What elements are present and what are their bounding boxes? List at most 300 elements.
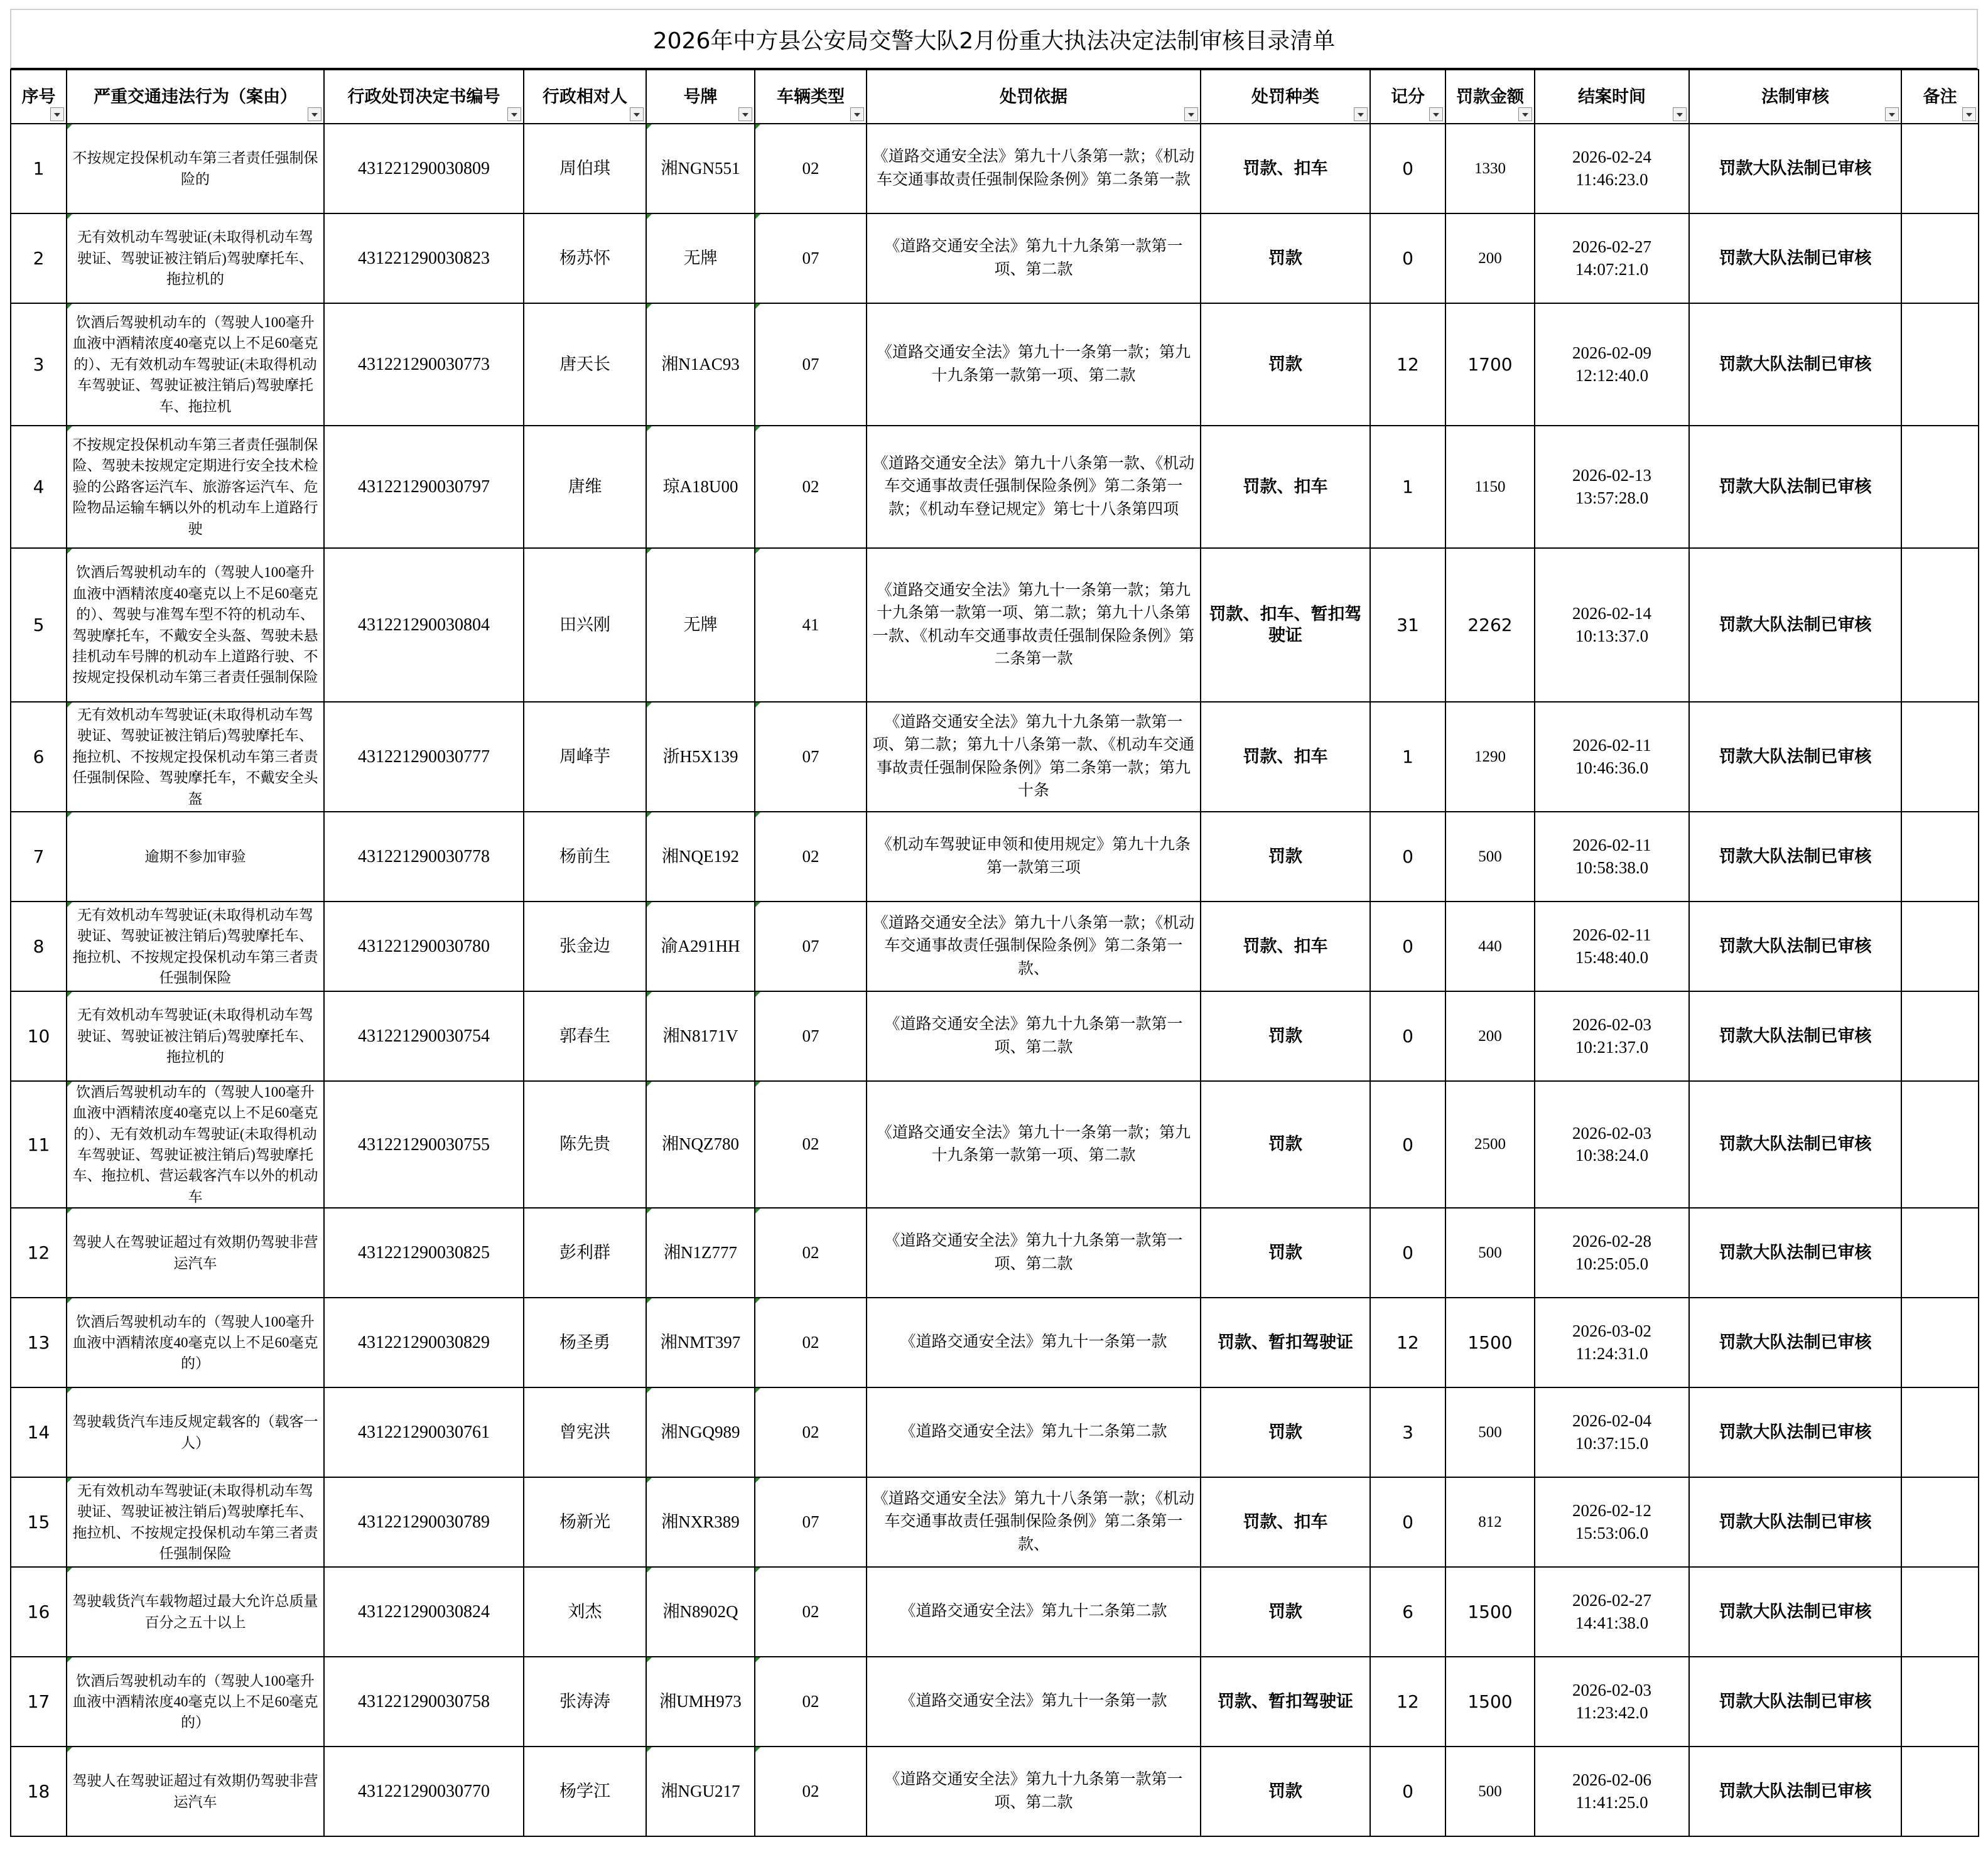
sheet-title: 2026年中方县公安局交警大队2月份重大执法决定法制审核目录清单 xyxy=(10,9,1978,69)
cell-fine[interactable]: 1500 xyxy=(1445,1298,1535,1387)
col-header-plate: 号牌 xyxy=(646,70,755,124)
cell-vtype[interactable]: 02 xyxy=(755,812,867,902)
cell-case[interactable]: 不按规定投保机动车第三者责任强制保险、驾驶未按规定定期进行安全技术检验的公路客运汽车、旅游客运汽车、危险物品运输车辆以外的机动车上道路行驶 xyxy=(67,426,324,548)
cell-review[interactable]: 罚款大队法制已审核 xyxy=(1689,124,1901,213)
cell-vtype[interactable]: 07 xyxy=(755,303,867,426)
cell-case[interactable]: 驾驶载货汽车违反规定载客的（载客一人） xyxy=(67,1387,324,1477)
cell-seq[interactable]: 7 xyxy=(11,812,67,902)
cell-party[interactable]: 杨圣勇 xyxy=(524,1298,646,1387)
close-clock: 13:57:28.0 xyxy=(1575,488,1649,507)
cell-case[interactable]: 无有效机动车驾驶证(未取得机动车驾驶证、驾驶证被注销后)驾驶摩托车、拖拉机、不按规定投保机动车第三者责任强制保险 xyxy=(67,902,324,991)
cell-seq[interactable]: 13 xyxy=(11,1298,67,1387)
cell-basis[interactable]: 《道路交通安全法》第九十一条第一款 xyxy=(867,1298,1201,1387)
cell-note[interactable] xyxy=(1901,1081,1979,1208)
cell-time[interactable] xyxy=(1535,812,1689,902)
cell-note[interactable] xyxy=(1901,812,1979,902)
cell-fine[interactable]: 200 xyxy=(1445,991,1535,1081)
cell-seq[interactable]: 12 xyxy=(11,1208,67,1298)
cell-kind[interactable]: 罚款 xyxy=(1201,303,1370,426)
close-clock: 10:58:38.0 xyxy=(1575,858,1649,877)
cell-time[interactable] xyxy=(1535,1477,1689,1567)
table-row xyxy=(11,548,1979,702)
cell-review[interactable]: 罚款大队法制已审核 xyxy=(1689,426,1901,548)
cell-review[interactable]: 罚款大队法制已审核 xyxy=(1689,1387,1901,1477)
cell-fine[interactable]: 2500 xyxy=(1445,1081,1535,1208)
close-clock: 12:12:40.0 xyxy=(1575,365,1649,385)
cell-party[interactable]: 陈先贵 xyxy=(524,1081,646,1208)
cell-kind[interactable]: 罚款 xyxy=(1201,812,1370,902)
filter-dropdown-icon[interactable] xyxy=(1429,107,1443,121)
cell-review[interactable]: 罚款大队法制已审核 xyxy=(1689,902,1901,991)
table-row xyxy=(11,1208,1979,1298)
cell-kind[interactable]: 罚款 xyxy=(1201,991,1370,1081)
cell-fine[interactable]: 1500 xyxy=(1445,1657,1535,1747)
close-clock: 14:07:21.0 xyxy=(1575,259,1649,279)
cell-fine[interactable]: 1700 xyxy=(1445,303,1535,426)
cell-review[interactable]: 罚款大队法制已审核 xyxy=(1689,303,1901,426)
col-header-basis: 处罚依据 xyxy=(867,70,1201,124)
cell-party[interactable]: 周峰芋 xyxy=(524,702,646,812)
cell-plate[interactable]: 渝A291HH xyxy=(646,902,755,991)
filter-dropdown-icon[interactable] xyxy=(850,107,864,121)
cell-vtype[interactable]: 02 xyxy=(755,1208,867,1298)
cell-plate[interactable]: 湘N8902Q xyxy=(646,1567,755,1657)
cell-time[interactable] xyxy=(1535,991,1689,1081)
cell-fine[interactable]: 812 xyxy=(1445,1477,1535,1567)
close-date: 2026-02-12 xyxy=(1572,1501,1651,1521)
cell-case[interactable]: 不按规定投保机动车第三者责任强制保险的 xyxy=(67,124,324,213)
cell-note[interactable] xyxy=(1901,124,1979,213)
cell-review[interactable]: 罚款大队法制已审核 xyxy=(1689,1208,1901,1298)
cell-kind[interactable]: 罚款、扣车 xyxy=(1201,1477,1370,1567)
cell-score[interactable]: 0 xyxy=(1370,902,1445,991)
cell-fine[interactable]: 500 xyxy=(1445,1747,1535,1836)
cell-score[interactable]: 31 xyxy=(1370,548,1445,702)
table-row xyxy=(11,303,1979,426)
cell-plate[interactable]: 湘N1AC93 xyxy=(646,303,755,426)
cell-kind[interactable]: 罚款、扣车 xyxy=(1201,426,1370,548)
cell-case[interactable]: 无有效机动车驾驶证(未取得机动车驾驶证、驾驶证被注销后)驾驶摩托车、拖拉机的 xyxy=(67,991,324,1081)
cell-doc-no[interactable]: 431221290030809 xyxy=(324,124,524,213)
cell-score[interactable]: 0 xyxy=(1370,812,1445,902)
cell-review[interactable]: 罚款大队法制已审核 xyxy=(1689,1477,1901,1567)
cell-basis[interactable]: 《道路交通安全法》第九十一条第一款；第九十九条第一款第一项、第二款；第九十八条第一款、《机动车交通事故责任强制保险条例》第二条第一款 xyxy=(867,548,1201,702)
cell-basis[interactable]: 《道路交通安全法》第九十九条第一款第一项、第二款；第九十八条第一款、《机动车交通事故责任强制保险条例》第二条第一款；第九十条 xyxy=(867,702,1201,812)
table-row xyxy=(11,1657,1979,1747)
review-table xyxy=(10,69,1979,1837)
table-row xyxy=(11,991,1979,1081)
table-row xyxy=(11,1567,1979,1657)
cell-score[interactable]: 1 xyxy=(1370,426,1445,548)
cell-review[interactable]: 罚款大队法制已审核 xyxy=(1689,702,1901,812)
cell-review[interactable]: 罚款大队法制已审核 xyxy=(1689,1298,1901,1387)
cell-plate[interactable]: 湘N8171V xyxy=(646,991,755,1081)
cell-note[interactable] xyxy=(1901,1477,1979,1567)
cell-time[interactable] xyxy=(1535,702,1689,812)
cell-vtype[interactable]: 02 xyxy=(755,124,867,213)
table-row xyxy=(11,812,1979,902)
cell-kind[interactable]: 罚款 xyxy=(1201,1567,1370,1657)
cell-vtype[interactable]: 02 xyxy=(755,1081,867,1208)
col-header-party: 行政相对人 xyxy=(524,70,646,124)
cell-case[interactable]: 饮酒后驾驶机动车的（驾驶人100毫升血液中酒精浓度40毫克以上不足60毫克的） xyxy=(67,1298,324,1387)
cell-kind[interactable]: 罚款 xyxy=(1201,1208,1370,1298)
close-date: 2026-03-02 xyxy=(1572,1322,1651,1341)
cell-time[interactable] xyxy=(1535,902,1689,991)
cell-seq[interactable]: 17 xyxy=(11,1657,67,1747)
cell-party[interactable]: 张金边 xyxy=(524,902,646,991)
col-header-note: 备注 xyxy=(1901,70,1979,124)
col-header-time: 结案时间 xyxy=(1535,70,1689,124)
cell-party[interactable]: 杨前生 xyxy=(524,812,646,902)
close-date: 2026-02-24 xyxy=(1572,148,1651,167)
cell-review[interactable]: 罚款大队法制已审核 xyxy=(1689,213,1901,303)
cell-party[interactable]: 田兴刚 xyxy=(524,548,646,702)
cell-review[interactable]: 罚款大队法制已审核 xyxy=(1689,991,1901,1081)
cell-note[interactable] xyxy=(1901,213,1979,303)
cell-fine[interactable]: 500 xyxy=(1445,1208,1535,1298)
cell-kind[interactable]: 罚款、暂扣驾驶证 xyxy=(1201,1298,1370,1387)
cell-note[interactable] xyxy=(1901,426,1979,548)
cell-kind[interactable]: 罚款、暂扣驾驶证 xyxy=(1201,1657,1370,1747)
cell-doc-no[interactable]: 431221290030754 xyxy=(324,991,524,1081)
cell-basis[interactable]: 《道路交通安全法》第九十九条第一款第一项、第二款 xyxy=(867,991,1201,1081)
cell-basis[interactable]: 《道路交通安全法》第九十八条第一款；《机动车交通事故责任强制保险条例》第二条第一款、 xyxy=(867,1477,1201,1567)
close-date: 2026-02-11 xyxy=(1572,925,1651,945)
filter-dropdown-icon[interactable] xyxy=(1354,107,1368,121)
cell-vtype[interactable]: 02 xyxy=(755,1657,867,1747)
close-date: 2026-02-11 xyxy=(1572,836,1651,855)
close-date: 2026-02-03 xyxy=(1572,1123,1651,1143)
cell-seq[interactable]: 8 xyxy=(11,902,67,991)
cell-kind[interactable]: 罚款 xyxy=(1201,213,1370,303)
cell-note[interactable] xyxy=(1901,1298,1979,1387)
cell-plate[interactable]: 湘NQE192 xyxy=(646,812,755,902)
filter-dropdown-icon[interactable] xyxy=(630,107,644,121)
cell-note[interactable] xyxy=(1901,1567,1979,1657)
cell-case[interactable]: 无有效机动车驾驶证(未取得机动车驾驶证、驾驶证被注销后)驾驶摩托车、拖拉机、不按规定投保机动车第三者责任强制保险、驾驶摩托车，不戴安全头盔 xyxy=(67,702,324,812)
cell-score[interactable]: 12 xyxy=(1370,303,1445,426)
cell-vtype[interactable]: 07 xyxy=(755,702,867,812)
cell-vtype[interactable]: 02 xyxy=(755,1747,867,1836)
cell-time[interactable] xyxy=(1535,124,1689,213)
close-clock: 14:41:38.0 xyxy=(1575,1613,1649,1632)
cell-plate[interactable]: 湘NMT397 xyxy=(646,1298,755,1387)
cell-basis[interactable]: 《道路交通安全法》第九十一条第一款 xyxy=(867,1657,1201,1747)
cell-fine[interactable]: 500 xyxy=(1445,812,1535,902)
cell-plate[interactable]: 浙H5X139 xyxy=(646,702,755,812)
cell-plate[interactable]: 湘N1Z777 xyxy=(646,1208,755,1298)
cell-review[interactable]: 罚款大队法制已审核 xyxy=(1689,1657,1901,1747)
cell-time[interactable] xyxy=(1535,1081,1689,1208)
cell-time[interactable] xyxy=(1535,303,1689,426)
cell-plate[interactable]: 湘NGU217 xyxy=(646,1747,755,1836)
cell-doc-no[interactable]: 431221290030758 xyxy=(324,1657,524,1747)
cell-doc-no[interactable]: 431221290030825 xyxy=(324,1208,524,1298)
cell-party[interactable]: 杨学江 xyxy=(524,1747,646,1836)
cell-note[interactable] xyxy=(1901,1208,1979,1298)
cell-doc-no[interactable]: 431221290030829 xyxy=(324,1298,524,1387)
cell-basis[interactable]: 《道路交通安全法》第九十八条第一款；《机动车交通事故责任强制保险条例》第二条第一款 xyxy=(867,124,1201,213)
cell-kind[interactable]: 罚款、扣车 xyxy=(1201,702,1370,812)
cell-vtype[interactable]: 07 xyxy=(755,213,867,303)
close-date: 2026-02-06 xyxy=(1572,1770,1651,1790)
cell-kind[interactable]: 罚款、扣车 xyxy=(1201,902,1370,991)
cell-case[interactable]: 无有效机动车驾驶证(未取得机动车驾驶证、驾驶证被注销后)驾驶摩托车、拖拉机的 xyxy=(67,213,324,303)
table-row xyxy=(11,1081,1979,1208)
cell-case[interactable]: 饮酒后驾驶机动车的（驾驶人100毫升血液中酒精浓度40毫克以上不足60毫克的）、无有效机动车驾驶证(未取得机动车驾驶证、驾驶证被注销后)驾驶摩托车、拖拉机 xyxy=(67,303,324,426)
cell-kind[interactable]: 罚款 xyxy=(1201,1387,1370,1477)
cell-vtype[interactable]: 07 xyxy=(755,902,867,991)
cell-doc-no[interactable]: 431221290030823 xyxy=(324,213,524,303)
cell-seq[interactable]: 18 xyxy=(11,1747,67,1836)
cell-basis[interactable]: 《机动车驾驶证申领和使用规定》第九十九条第一款第三项 xyxy=(867,812,1201,902)
cell-kind[interactable]: 罚款、扣车、暂扣驾驶证 xyxy=(1201,548,1370,702)
filter-dropdown-icon[interactable] xyxy=(1885,107,1899,121)
filter-dropdown-icon[interactable] xyxy=(1962,107,1976,121)
cell-vtype[interactable]: 02 xyxy=(755,426,867,548)
cell-basis[interactable]: 《道路交通安全法》第九十八条第一款、《机动车交通事故责任强制保险条例》第二条第一款；《机动车登记规定》第七十八条第四项 xyxy=(867,426,1201,548)
close-date: 2026-02-03 xyxy=(1572,1681,1651,1700)
cell-party[interactable]: 郭春生 xyxy=(524,991,646,1081)
cell-vtype[interactable]: 41 xyxy=(755,548,867,702)
cell-party[interactable]: 刘杰 xyxy=(524,1567,646,1657)
cell-score[interactable]: 0 xyxy=(1370,991,1445,1081)
cell-score[interactable]: 12 xyxy=(1370,1657,1445,1747)
cell-plate[interactable]: 无牌 xyxy=(646,548,755,702)
cell-fine[interactable]: 440 xyxy=(1445,902,1535,991)
cell-plate[interactable]: 琼A18U00 xyxy=(646,426,755,548)
cell-basis[interactable]: 《道路交通安全法》第九十九条第一款第一项、第二款 xyxy=(867,1747,1201,1836)
cell-party[interactable]: 杨苏怀 xyxy=(524,213,646,303)
cell-fine[interactable]: 1290 xyxy=(1445,702,1535,812)
cell-seq[interactable]: 11 xyxy=(11,1081,67,1208)
cell-vtype[interactable]: 07 xyxy=(755,991,867,1081)
cell-basis[interactable]: 《道路交通安全法》第九十二条第二款 xyxy=(867,1567,1201,1657)
filter-dropdown-icon[interactable] xyxy=(507,107,521,121)
cell-vtype[interactable]: 02 xyxy=(755,1387,867,1477)
col-header-kind: 处罚种类 xyxy=(1201,70,1370,124)
cell-review[interactable]: 罚款大队法制已审核 xyxy=(1689,1567,1901,1657)
filter-dropdown-icon[interactable] xyxy=(738,107,752,121)
cell-seq[interactable]: 15 xyxy=(11,1477,67,1567)
cell-basis[interactable]: 《道路交通安全法》第九十二条第二款 xyxy=(867,1387,1201,1477)
cell-score[interactable]: 0 xyxy=(1370,1208,1445,1298)
close-clock: 11:23:42.0 xyxy=(1575,1703,1648,1722)
cell-score[interactable]: 3 xyxy=(1370,1387,1445,1477)
cell-kind[interactable]: 罚款 xyxy=(1201,1747,1370,1836)
cell-seq[interactable]: 16 xyxy=(11,1567,67,1657)
cell-vtype[interactable]: 02 xyxy=(755,1298,867,1387)
close-date: 2026-02-28 xyxy=(1572,1232,1651,1251)
cell-time[interactable] xyxy=(1535,213,1689,303)
cell-note[interactable] xyxy=(1901,303,1979,426)
table-row xyxy=(11,1298,1979,1387)
cell-seq[interactable]: 1 xyxy=(11,124,67,213)
cell-case[interactable]: 驾驶载货汽车载物超过最大允许总质量百分之五十以上 xyxy=(67,1567,324,1657)
table-row xyxy=(11,213,1979,303)
cell-plate[interactable]: 湘NGN551 xyxy=(646,124,755,213)
cell-review[interactable]: 罚款大队法制已审核 xyxy=(1689,812,1901,902)
col-header-review: 法制审核 xyxy=(1689,70,1901,124)
header-row xyxy=(11,70,1979,124)
filter-dropdown-icon[interactable] xyxy=(50,107,64,121)
table-row xyxy=(11,426,1979,548)
cell-kind[interactable]: 罚款 xyxy=(1201,1081,1370,1208)
filter-dropdown-icon[interactable] xyxy=(308,107,321,121)
cell-note[interactable] xyxy=(1901,902,1979,991)
cell-seq[interactable]: 5 xyxy=(11,548,67,702)
close-clock: 10:37:15.0 xyxy=(1575,1433,1649,1453)
cell-seq[interactable]: 10 xyxy=(11,991,67,1081)
close-date: 2026-02-03 xyxy=(1572,1015,1651,1035)
cell-note[interactable] xyxy=(1901,1387,1979,1477)
cell-case[interactable]: 饮酒后驾驶机动车的（驾驶人100毫升血液中酒精浓度40毫克以上不足60毫克的） xyxy=(67,1657,324,1747)
cell-time[interactable] xyxy=(1535,1747,1689,1836)
cell-basis[interactable]: 《道路交通安全法》第九十八条第一款；《机动车交通事故责任强制保险条例》第二条第一款、 xyxy=(867,902,1201,991)
cell-review[interactable]: 罚款大队法制已审核 xyxy=(1689,548,1901,702)
cell-doc-no[interactable]: 431221290030797 xyxy=(324,426,524,548)
cell-time[interactable] xyxy=(1535,1387,1689,1477)
cell-doc-no[interactable]: 431221290030773 xyxy=(324,303,524,426)
close-clock: 10:38:24.0 xyxy=(1575,1146,1649,1165)
close-clock: 10:21:37.0 xyxy=(1575,1037,1649,1057)
cell-fine[interactable]: 1150 xyxy=(1445,426,1535,548)
close-date: 2026-02-11 xyxy=(1572,736,1651,755)
cell-seq[interactable]: 2 xyxy=(11,213,67,303)
cell-plate[interactable]: 湘NQZ780 xyxy=(646,1081,755,1208)
cell-score[interactable]: 0 xyxy=(1370,124,1445,213)
table-row xyxy=(11,702,1979,812)
cell-doc-no[interactable]: 431221290030780 xyxy=(324,902,524,991)
cell-plate[interactable]: 湘NGQ989 xyxy=(646,1387,755,1477)
col-header-vtype: 车辆类型 xyxy=(755,70,867,124)
cell-fine[interactable]: 1500 xyxy=(1445,1567,1535,1657)
cell-seq[interactable]: 14 xyxy=(11,1387,67,1477)
col-header-fine: 罚款金额 xyxy=(1445,70,1535,124)
cell-note[interactable] xyxy=(1901,548,1979,702)
cell-party[interactable]: 唐维 xyxy=(524,426,646,548)
cell-plate[interactable]: 湘NXR389 xyxy=(646,1477,755,1567)
cell-basis[interactable]: 《道路交通安全法》第九十一条第一款；第九十九条第一款第一项、第二款 xyxy=(867,303,1201,426)
col-header-seq: 序号 xyxy=(11,70,67,124)
cell-case[interactable]: 驾驶人在驾驶证超过有效期仍驾驶非营运汽车 xyxy=(67,1208,324,1298)
cell-doc-no[interactable]: 431221290030770 xyxy=(324,1747,524,1836)
table-row xyxy=(11,1477,1979,1567)
cell-time[interactable] xyxy=(1535,1208,1689,1298)
cell-score[interactable]: 12 xyxy=(1370,1298,1445,1387)
cell-doc-no[interactable]: 431221290030824 xyxy=(324,1567,524,1657)
cell-kind[interactable]: 罚款、扣车 xyxy=(1201,124,1370,213)
cell-doc-no[interactable]: 431221290030778 xyxy=(324,812,524,902)
cell-case[interactable]: 无有效机动车驾驶证(未取得机动车驾驶证、驾驶证被注销后)驾驶摩托车、拖拉机、不按规定投保机动车第三者责任强制保险 xyxy=(67,1477,324,1567)
cell-basis[interactable]: 《道路交通安全法》第九十一条第一款；第九十九条第一款第一项、第二款 xyxy=(867,1081,1201,1208)
cell-case[interactable]: 饮酒后驾驶机动车的（驾驶人100毫升血液中酒精浓度40毫克以上不足60毫克的）、驾驶与准驾车型不符的机动车、驾驶摩托车，不戴安全头盔、驾驶未悬挂机动车号牌的机动车上道路行驶、不按规定投保机动车第三者责任强制保险 xyxy=(67,548,324,702)
cell-vtype[interactable]: 07 xyxy=(755,1477,867,1567)
cell-time[interactable] xyxy=(1535,1298,1689,1387)
cell-plate[interactable]: 湘UMH973 xyxy=(646,1657,755,1747)
close-clock: 15:48:40.0 xyxy=(1575,947,1649,967)
close-date: 2026-02-09 xyxy=(1572,343,1651,363)
spreadsheet xyxy=(10,9,1978,1837)
col-header-score: 记分 xyxy=(1370,70,1445,124)
cell-party[interactable]: 周伯琪 xyxy=(524,124,646,213)
filter-dropdown-icon[interactable] xyxy=(1184,107,1198,121)
cell-basis[interactable]: 《道路交通安全法》第九十九条第一款第一项、第二款 xyxy=(867,213,1201,303)
cell-doc-no[interactable]: 431221290030761 xyxy=(324,1387,524,1477)
cell-review[interactable]: 罚款大队法制已审核 xyxy=(1689,1747,1901,1836)
cell-seq[interactable]: 3 xyxy=(11,303,67,426)
cell-party[interactable]: 曾宪洪 xyxy=(524,1387,646,1477)
cell-score[interactable]: 1 xyxy=(1370,702,1445,812)
cell-review[interactable]: 罚款大队法制已审核 xyxy=(1689,1081,1901,1208)
cell-plate[interactable]: 无牌 xyxy=(646,213,755,303)
cell-seq[interactable]: 4 xyxy=(11,426,67,548)
close-date: 2026-02-27 xyxy=(1572,1591,1651,1610)
cell-score[interactable]: 0 xyxy=(1370,1747,1445,1836)
close-clock: 10:25:05.0 xyxy=(1575,1254,1649,1273)
cell-party[interactable]: 杨新光 xyxy=(524,1477,646,1567)
close-date: 2026-02-04 xyxy=(1572,1411,1651,1431)
cell-doc-no[interactable]: 431221290030804 xyxy=(324,548,524,702)
cell-party[interactable]: 唐天长 xyxy=(524,303,646,426)
table-row xyxy=(11,902,1979,991)
close-date: 2026-02-14 xyxy=(1572,604,1651,623)
cell-note[interactable] xyxy=(1901,702,1979,812)
cell-doc-no[interactable]: 431221290030777 xyxy=(324,702,524,812)
cell-case[interactable]: 驾驶人在驾驶证超过有效期仍驾驶非营运汽车 xyxy=(67,1747,324,1836)
cell-case[interactable]: 饮酒后驾驶机动车的（驾驶人100毫升血液中酒精浓度40毫克以上不足60毫克的）、无有效机动车驾驶证(未取得机动车驾驶证、驾驶证被注销后)驾驶摩托车、拖拉机、营运载客汽车以外的机动车 xyxy=(67,1081,324,1208)
close-clock: 11:24:31.0 xyxy=(1575,1343,1648,1363)
cell-seq[interactable]: 6 xyxy=(11,702,67,812)
cell-score[interactable]: 0 xyxy=(1370,1477,1445,1567)
cell-case[interactable]: 逾期不参加审验 xyxy=(67,812,324,902)
cell-fine[interactable]: 1330 xyxy=(1445,124,1535,213)
cell-score[interactable]: 0 xyxy=(1370,213,1445,303)
cell-note[interactable] xyxy=(1901,1747,1979,1836)
filter-dropdown-icon[interactable] xyxy=(1518,107,1532,121)
close-date: 2026-02-27 xyxy=(1572,237,1651,257)
col-header-case: 严重交通违法行为（案由） xyxy=(67,70,324,124)
cell-basis[interactable]: 《道路交通安全法》第九十九条第一款第一项、第二款 xyxy=(867,1208,1201,1298)
cell-party[interactable]: 张涛涛 xyxy=(524,1657,646,1747)
cell-score[interactable]: 6 xyxy=(1370,1567,1445,1657)
cell-fine[interactable]: 200 xyxy=(1445,213,1535,303)
cell-time[interactable] xyxy=(1535,426,1689,548)
table-row xyxy=(11,1747,1979,1836)
cell-party[interactable]: 彭利群 xyxy=(524,1208,646,1298)
close-clock: 10:46:36.0 xyxy=(1575,758,1649,777)
cell-time[interactable] xyxy=(1535,1657,1689,1747)
cell-doc-no[interactable]: 431221290030755 xyxy=(324,1081,524,1208)
cell-time[interactable] xyxy=(1535,548,1689,702)
cell-doc-no[interactable]: 431221290030789 xyxy=(324,1477,524,1567)
close-clock: 15:53:06.0 xyxy=(1575,1523,1649,1542)
table-row xyxy=(11,124,1979,213)
close-clock: 10:13:37.0 xyxy=(1575,626,1649,645)
cell-score[interactable]: 0 xyxy=(1370,1081,1445,1208)
cell-note[interactable] xyxy=(1901,1657,1979,1747)
filter-dropdown-icon[interactable] xyxy=(1673,107,1687,121)
cell-note[interactable] xyxy=(1901,991,1979,1081)
table-row xyxy=(11,1387,1979,1477)
cell-fine[interactable]: 2262 xyxy=(1445,548,1535,702)
close-clock: 11:46:23.0 xyxy=(1575,170,1648,189)
cell-fine[interactable]: 500 xyxy=(1445,1387,1535,1477)
col-header-doc-no: 行政处罚决定书编号 xyxy=(324,70,524,124)
cell-vtype[interactable]: 02 xyxy=(755,1567,867,1657)
cell-time[interactable] xyxy=(1535,1567,1689,1657)
